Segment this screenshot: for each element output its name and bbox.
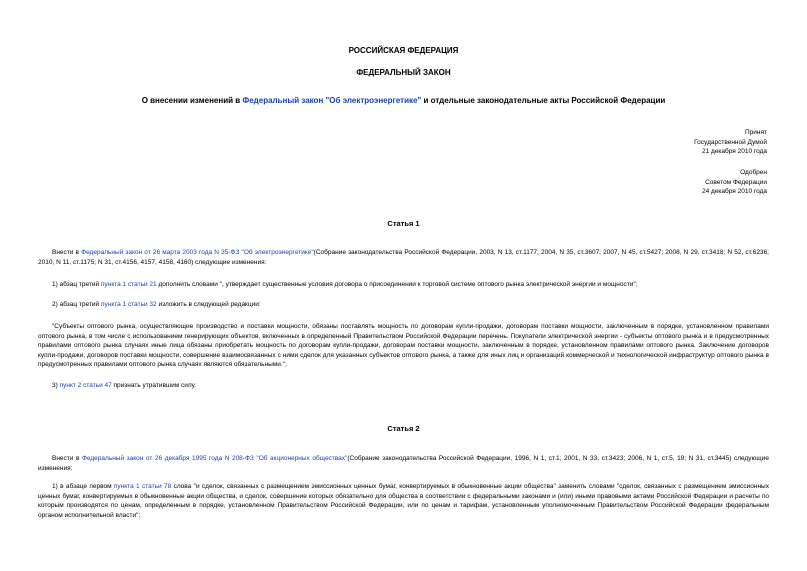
header-doc-type: ФЕДЕРАЛЬНЫЙ ЗАКОН <box>356 68 451 77</box>
text: 1) в абзаце первом <box>52 483 114 490</box>
header-country: РОССИЙСКАЯ ФЕДЕРАЦИЯ <box>348 46 459 55</box>
accepted-by: Государственной Думой <box>694 138 767 146</box>
article-2-heading: Статья 2 <box>387 424 420 433</box>
document-title <box>0 96 807 106</box>
article-1-item-1 <box>38 280 769 290</box>
text: 2) абзац третий <box>52 301 101 308</box>
article-1-item-2 <box>38 300 769 310</box>
text: 3) <box>52 382 60 389</box>
text: 1) абзац третий <box>52 281 101 288</box>
title-prefix: О внесении изменений в <box>141 96 243 105</box>
text: (Собрание законодательства Российской Федерации, 2003, N 13, ст.1177; 2004, N 35, ст.3607; 2007, N 45, ст.5427; 2008, N 29, ст.3418; N 52, ст.6236; 2010, N 11, ст.1175; N 31, ст.4156, 4157, 4158, 4160) следующие изменения: <box>38 249 769 266</box>
approved-label: Одобрен <box>740 169 767 176</box>
text: Внести в <box>52 249 82 256</box>
approved-by: Советом Федерации <box>705 178 767 186</box>
article-1-heading: Статья 1 <box>387 219 420 228</box>
adoption-council <box>567 168 767 197</box>
text: признать утратившим силу. <box>111 382 197 389</box>
article-1-quote: "Субъекты оптового рынка, осуществляющие производство и поставки мощности, обязаны поставлять мощность по договорам купли-продажи, договорам поставки мощности, заключенным в порядке, установленном правилами оптового рынка, в том числе с использованием генерирующих объектов, включенных в определенный Правительством Российской Федерации перечень. Покупатели электрической энергии - субъекты оптового рынка и в предусмотренных правилами оптового рынка случаях иные лица обязаны приобретать мощность по договорам купли-продажи, договорам поставки мощности, заключенным в порядке, установленном правилами оптового рынка. Заключение договоров купли-продажи, договоров поставки мощности, совершение взаимосвязанных с ними сделок для указанных субъектов оптового рынка, а также для иных лиц и организаций коммерческой и технологической инфраструктур оптового рынка в предусмотренных правилами оптового рынка случаях являются обязательными."; <box>38 323 769 368</box>
title-suffix: и отдельные законодательные акты Российской Федерации <box>421 96 666 105</box>
article-2-intro <box>38 454 769 473</box>
adoption-duma <box>567 128 767 157</box>
title-law-link[interactable]: Федеральный закон "Об электроэнергетике" <box>242 96 422 105</box>
text: изложить в следующей редакции: <box>156 301 261 308</box>
article-2-item-1 <box>38 482 769 520</box>
law-208fz-link[interactable]: Федеральный закон от 26 декабря 1995 года N 208-ФЗ "Об акционерных обществах" <box>81 455 348 462</box>
article-1-intro <box>38 248 769 267</box>
article-21-link[interactable]: пункта 1 статьи 21 <box>100 281 157 288</box>
accepted-label: Принят <box>744 129 767 136</box>
article-78-link[interactable]: пункта 1 статьи 78 <box>113 483 172 490</box>
text: дополнить словами ", утверждает существенные условия договора о присоединении к торговой системе оптового рынка электрической энергии и мощности"; <box>156 281 638 288</box>
article-32-link[interactable]: пункта 1 статьи 32 <box>100 301 157 308</box>
text: (Собрание законодательства Российской Федерации, 1996, N 1, ст.1; 2001, N 33, ст.3423; 2006, N 1, ст.5, 19; N 31, ст.3445) следующие изменения: <box>38 455 770 472</box>
article-1-item-3 <box>38 381 769 391</box>
law-35fz-link[interactable]: Федеральный закон от 26 марта 2003 года N 35-ФЗ "Об электроэнергетике" <box>81 249 314 256</box>
article-47-link[interactable]: пункт 2 статьи 47 <box>59 382 112 389</box>
accepted-date: 21 декабря 2010 года <box>701 148 767 155</box>
text: слова "и сделок, связанных с размещением эмиссионных ценных бумаг, конвертируемых в обыкновенные акции общества" заменить словами "сделок, связанных с размещением эмиссионных ценных бумаг, конвертируемых в обыкновенные акции общества, и сделок, совершение которых обязательно для общества в соответствии с федеральными законами и (или) иными правовыми актами Российской Федерации и расчеты по которым производятся по ценам, определенным в порядке, установленном Правительством Российской Федерации, или по ценам и тарифам, установленным уполномоченным Правительством Российской Федерации федеральным органом исполнительной власти"; <box>38 483 769 519</box>
text: Внести в <box>52 455 82 462</box>
approved-date: 24 декабря 2010 года <box>701 188 767 195</box>
